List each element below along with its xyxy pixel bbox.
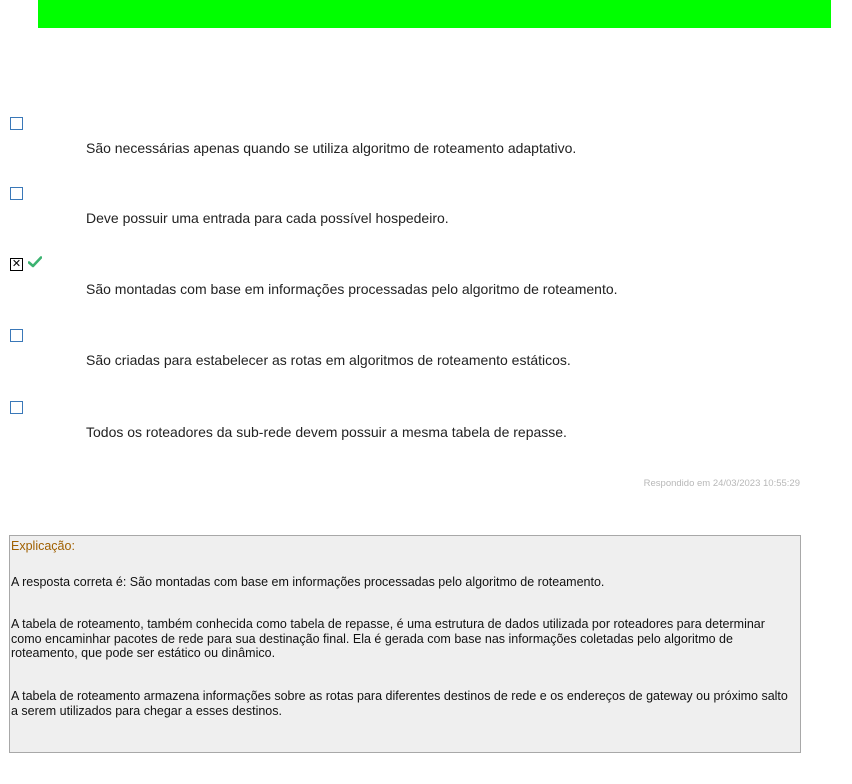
explanation-paragraph: A tabela de roteamento armazena informações sobre as rotas para diferentes destinos de rede e os endereços de gateway ou próximo salto a serem utilizados para chegar a esses destinos. [11, 689, 788, 718]
x-mark-icon: ✕ [11, 257, 22, 270]
option-5-text: Todos os roteadores da sub-rede devem possuir a mesma tabela de repasse. [86, 424, 567, 440]
option-1-text: São necessárias apenas quando se utiliza algoritmo de roteamento adaptativo. [86, 140, 577, 156]
option-4[interactable] [0, 329, 852, 391]
header-bar [38, 0, 831, 28]
option-3-checkbox[interactable] [10, 258, 23, 271]
explanation-paragraph: A tabela de roteamento, também conhecida como tabela de repasse, é uma estrutura de dados utilizada por roteadores para determinar como encaminhar pacotes de rede para sua destinação final. Ela é gerada com base nas informações coletadas pelo algoritmo de roteamento, que pode ser estático ou dinâmico. [11, 617, 765, 660]
option-2[interactable] [0, 187, 852, 249]
option-4-text: São criadas para estabelecer as rotas em algoritmos de roteamento estáticos. [86, 352, 571, 368]
correct-checkmark-icon [28, 256, 42, 268]
option-5-checkbox[interactable] [10, 401, 23, 414]
option-1[interactable] [0, 117, 852, 179]
explanation-paragraph: A resposta correta é: São montadas com base em informações processadas pelo algoritmo de roteamento. [11, 575, 605, 589]
explanation-title: Explicação: [11, 539, 75, 553]
option-5[interactable] [0, 401, 852, 463]
option-1-checkbox[interactable] [10, 117, 23, 130]
answered-timestamp: Respondido em 24/03/2023 10:55:29 [643, 478, 800, 489]
option-2-text: Deve possuir uma entrada para cada possível hospedeiro. [86, 210, 449, 226]
option-3[interactable] [0, 258, 852, 320]
option-2-checkbox[interactable] [10, 187, 23, 200]
explanation-box [9, 535, 801, 753]
option-4-checkbox[interactable] [10, 329, 23, 342]
option-3-text: São montadas com base em informações processadas pelo algoritmo de roteamento. [86, 281, 618, 297]
